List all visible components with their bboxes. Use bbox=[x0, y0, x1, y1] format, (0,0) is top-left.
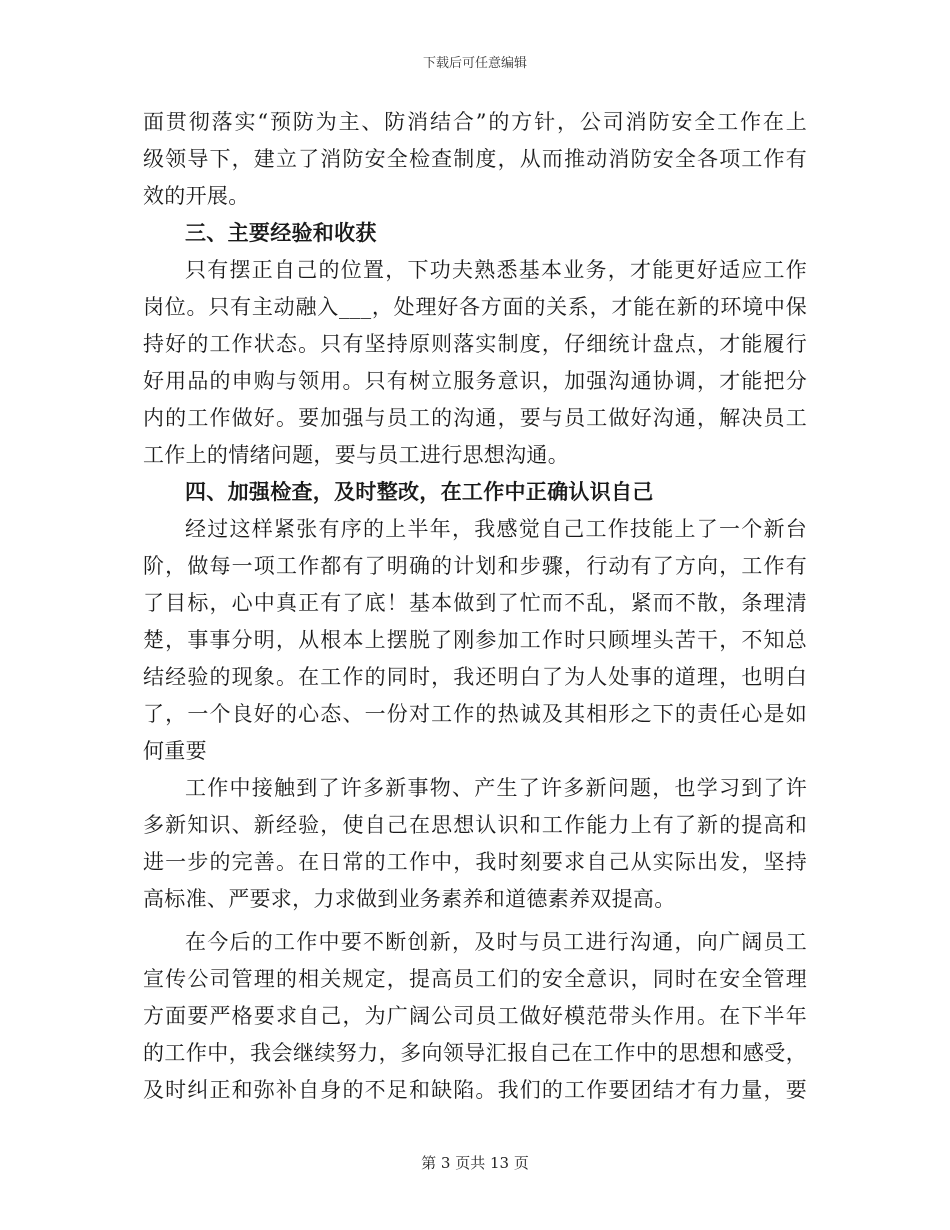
text-line: 阶，做每一项工作都有了明确的计划和步骤，行动有了方向，工作有 bbox=[143, 554, 807, 578]
text-line: 效的开展。 bbox=[143, 184, 250, 208]
text-line: 高标准、严要求，力求做到业务素养和道德素养双提高。 bbox=[143, 887, 676, 911]
text-line: 好用品的申购与领用。只有树立服务意识，加强沟通协调，才能把分 bbox=[143, 369, 807, 393]
text-line: 的工作中，我会继续努力，多向领导汇报自己在工作中的思想和感受， bbox=[143, 1041, 807, 1065]
text-line: 内的工作做好。要加强与员工的沟通，要与员工做好沟通，解决员工 bbox=[143, 406, 807, 430]
text-line: 结经验的现象。在工作的同时，我还明白了为人处事的道理，也明白 bbox=[143, 665, 807, 689]
page-header-note: 下载后可任意编辑 bbox=[422, 56, 527, 71]
text-line: 了目标，心中真正有了底！基本做到了忙而不乱，紧而不散，条理清 bbox=[143, 591, 807, 615]
text-line: 经过这样紧张有序的上半年，我感觉自己工作技能上了一个新台 bbox=[185, 517, 807, 541]
text-line: 多新知识、新经验，使自己在思想认识和工作能力上有了新的提高和 bbox=[143, 813, 807, 837]
text-line: 楚，事事分明，从根本上摆脱了刚参加工作时只顾埋头苦干，不知总 bbox=[143, 628, 807, 652]
text-line: 面贯彻落实“预防为主、防消结合”的方针，公司消防安全工作在上 bbox=[143, 110, 807, 134]
document-body bbox=[143, 104, 807, 1109]
text-line: 了，一个良好的心态、一份对工作的热诚及其相形之下的责任心是如 bbox=[143, 702, 807, 726]
paragraph-3 bbox=[143, 511, 807, 770]
text-line: 及时纠正和弥补自身的不足和缺陷。我们的工作要团结才有力量，要 bbox=[143, 1078, 807, 1102]
text-line: 进一步的完善。在日常的工作中，我时刻要求自己从实际出发，坚持 bbox=[143, 850, 807, 874]
heading-text: 三、主要经验和收获 bbox=[185, 221, 377, 245]
paragraph-2 bbox=[143, 252, 807, 474]
text-line: 工作上的情绪问题，要与员工进行思想沟通。 bbox=[143, 443, 569, 467]
section-heading-3 bbox=[143, 215, 807, 252]
paragraph-1 bbox=[143, 104, 807, 215]
text-line: 宣传公司管理的相关规定，提高员工们的安全意识，同时在安全管理 bbox=[143, 967, 807, 991]
section-heading-4 bbox=[143, 474, 807, 511]
heading-text: 四、加强检查，及时整改，在工作中正确认识自己 bbox=[185, 480, 654, 504]
text-line: 何重要 bbox=[143, 739, 207, 763]
text-line: 级领导下，建立了消防安全检查制度，从而推动消防安全各项工作有 bbox=[143, 147, 807, 171]
text-line: 在今后的工作中要不断创新，及时与员工进行沟通，向广阔员工 bbox=[185, 930, 807, 954]
text-line: 只有摆正自己的位置，下功夫熟悉基本业务，才能更好适应工作 bbox=[185, 258, 807, 282]
page-number-footer: 第 3 页共 13 页 bbox=[421, 1154, 529, 1172]
paragraph-4 bbox=[143, 770, 807, 918]
paragraph-5 bbox=[143, 924, 807, 1109]
text-line: 方面要严格要求自己，为广阔公司员工做好模范带头作用。在下半年 bbox=[143, 1004, 807, 1028]
text-line: 持好的工作状态。只有坚持原则落实制度，仔细统计盘点，才能履行 bbox=[143, 332, 807, 356]
text-line: 工作中接触到了许多新事物、产生了许多新问题，也学习到了许 bbox=[185, 776, 807, 800]
text-line: 岗位。只有主动融入___，处理好各方面的关系，才能在新的环境中保 bbox=[143, 295, 807, 319]
